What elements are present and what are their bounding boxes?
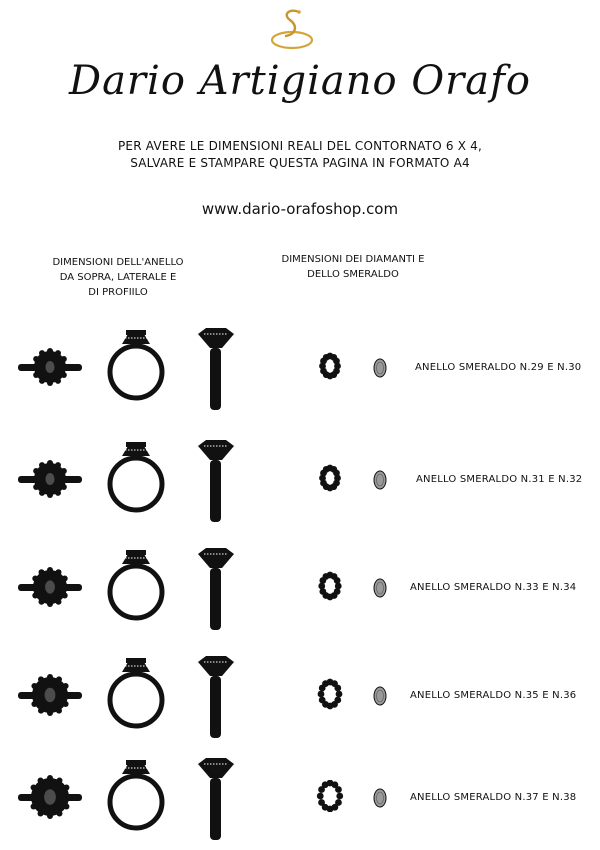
stone-dimensions-heading [268, 252, 438, 282]
instruction-line-2: SALVARE E STAMPARE QUESTA PAGINA IN FORMATO A4 [130, 156, 470, 170]
ring-row-label: ANELLO SMERALDO N.29 E N.30 [415, 362, 582, 373]
ring-row-label: ANELLO SMERALDO N.37 E N.38 [410, 792, 577, 803]
ring-row [0, 540, 600, 640]
ring-logo-icon [266, 6, 318, 52]
ring-top-view-icon [18, 454, 82, 504]
ring-top-view-icon [18, 772, 82, 822]
diamond-halo-icon [314, 462, 346, 494]
ring-side-view-icon [104, 650, 168, 732]
stone-heading-line-2: DELLO SMERALDO [307, 269, 399, 280]
emerald-stone-icon [372, 356, 388, 380]
ring-top-view-icon [18, 562, 82, 612]
ring-side-view-icon [104, 322, 168, 404]
ring-top-view-icon [18, 670, 82, 720]
emerald-stone-icon [372, 786, 388, 810]
ring-row [0, 648, 600, 748]
emerald-stone-icon [372, 684, 388, 708]
stone-heading-line-1: DIMENSIONI DEI DIAMANTI E [281, 254, 425, 265]
ring-heading-line-3: DI PROFIILO [88, 287, 148, 298]
ring-row [0, 750, 600, 850]
ring-profile-view-icon [196, 434, 236, 526]
ring-profile-view-icon [196, 322, 236, 414]
ring-top-view-icon [18, 342, 82, 392]
diamond-halo-icon [314, 570, 346, 602]
ring-heading-line-1: DIMENSIONI DELL'ANELLO [52, 257, 184, 268]
diamond-halo-icon [314, 350, 346, 382]
ring-profile-view-icon [196, 752, 236, 844]
ring-side-view-icon [104, 752, 168, 834]
print-instructions [0, 138, 600, 172]
brand-title: Dario Artigiano Orafo [69, 58, 531, 104]
website-link[interactable]: www.dario-orafoshop.com [201, 200, 399, 218]
ring-row [0, 432, 600, 532]
ring-row-label: ANELLO SMERALDO N.31 E N.32 [416, 474, 583, 485]
diamond-halo-icon [314, 678, 346, 710]
diamond-halo-icon [314, 780, 346, 812]
ring-dimensions-heading [38, 255, 198, 300]
ring-side-view-icon [104, 542, 168, 624]
instruction-line-1: PER AVERE LE DIMENSIONI REALI DEL CONTORNATO 6 X 4, [117, 139, 483, 153]
ring-profile-view-icon [196, 650, 236, 742]
ring-side-view-icon [104, 434, 168, 516]
ring-profile-view-icon [196, 542, 236, 634]
ring-row [0, 320, 600, 420]
ring-row-label: ANELLO SMERALDO N.33 E N.34 [410, 582, 577, 593]
emerald-stone-icon [372, 468, 388, 492]
ring-row-label: ANELLO SMERALDO N.35 E N.36 [410, 690, 577, 701]
emerald-stone-icon [372, 576, 388, 600]
ring-heading-line-2: DA SOPRA, LATERALE E [59, 272, 177, 283]
